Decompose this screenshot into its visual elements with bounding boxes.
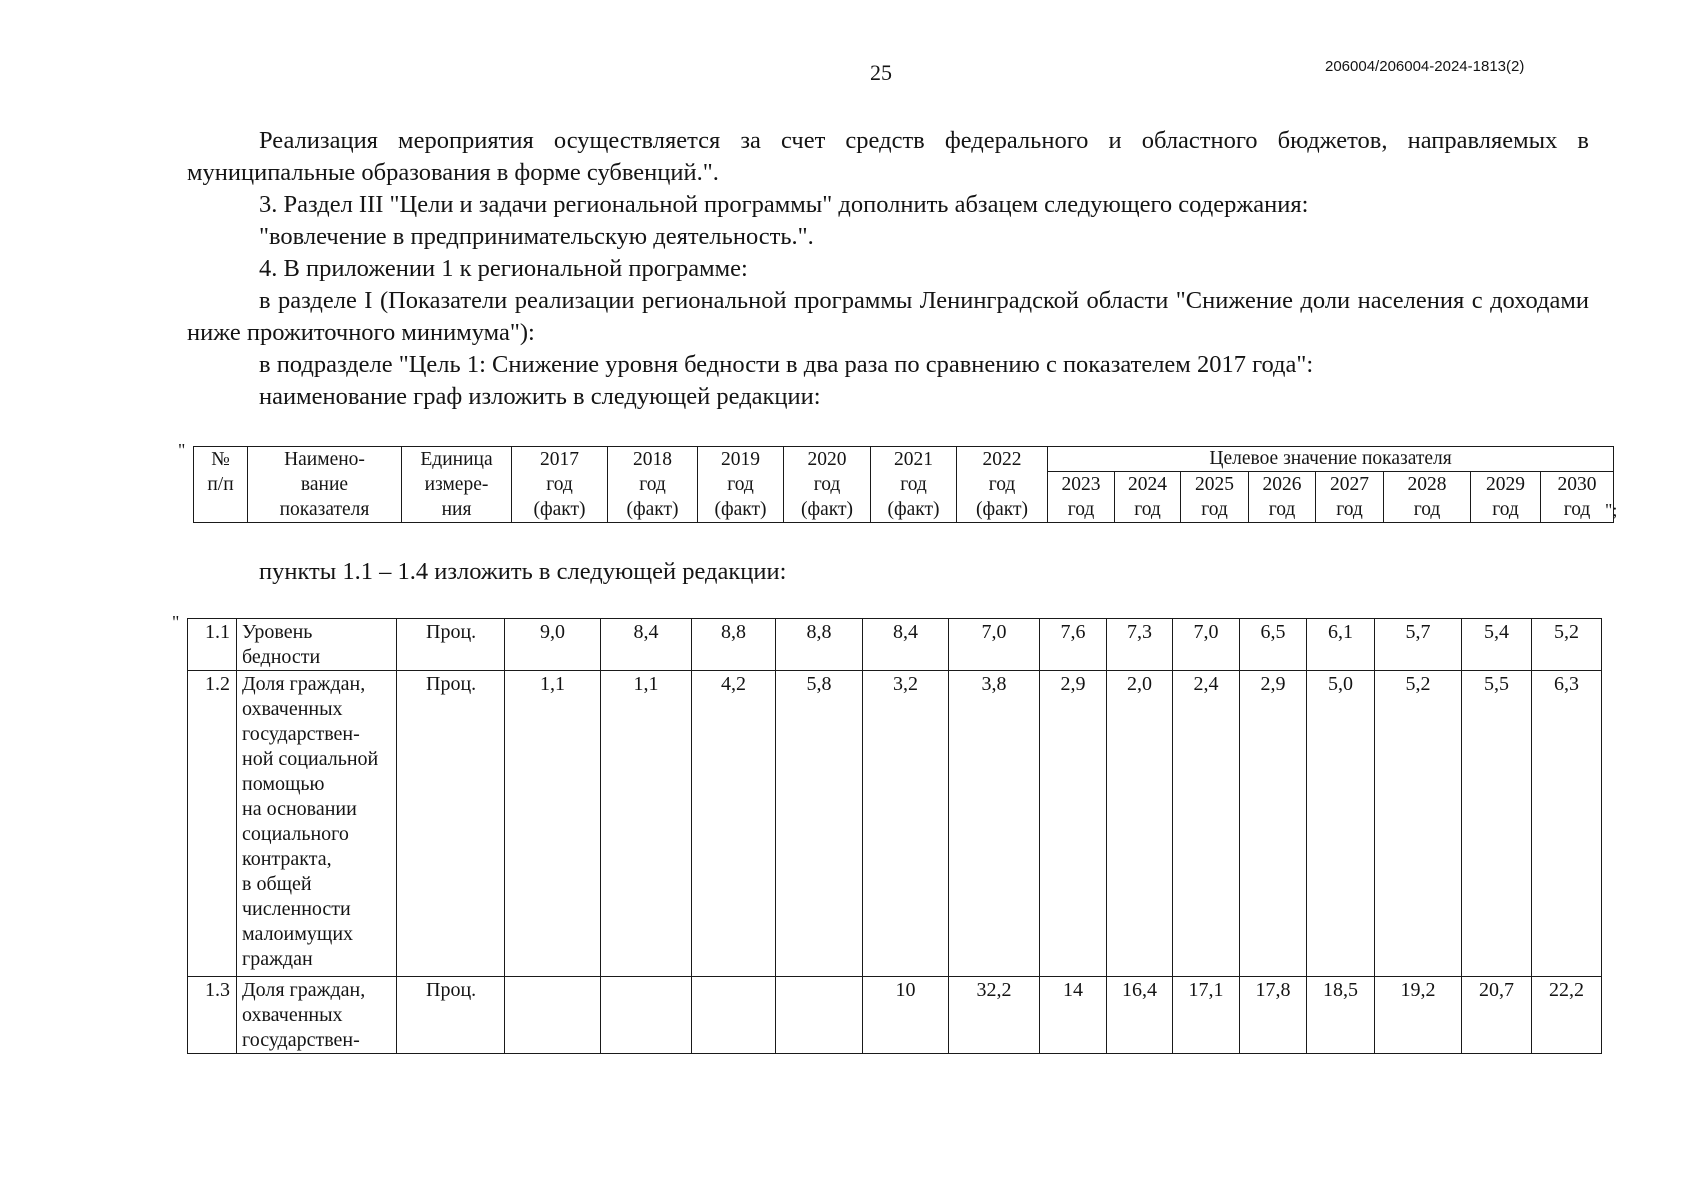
indicator-name-line: охваченных [242,1004,343,1026]
paragraph-appendix-4: 4. В приложении 1 к региональной программе: [259,255,748,282]
value-cell [601,977,692,1054]
indicator-name-line: помощью [242,773,325,795]
value-cell: 16,4 [1107,977,1173,1054]
value-cell: 7,6 [1040,619,1107,671]
indicator-name-line: Доля граждан, [242,979,366,1001]
table-row [188,977,1602,1054]
col-header-2022-fact: 2022 год (факт) [957,447,1048,523]
col-header-2018-fact: 2018 год (факт) [608,447,698,523]
col-header-2019-fact: 2019 год (факт) [698,447,784,523]
indicator-name-line: социального [242,823,349,845]
value-cell: 6,3 [1532,671,1602,977]
paragraph-column-names: наименование граф изложить в следующей редакции: [259,383,821,410]
paragraph-entrepreneurship: "вовлечение в предпринимательскую деятельность.". [259,223,814,250]
body-text-upper [187,125,1589,413]
opening-quote-mark: " [178,440,186,460]
value-cell: 22,2 [1532,977,1602,1054]
value-cell: 5,7 [1375,619,1462,671]
paragraph-section-1: в разделе I (Показатели реализации региональной программы Ленинградской области "Снижение доли населения с доходами ниже прожиточного минимума"): [187,287,1589,346]
value-cell: 14 [1040,977,1107,1054]
value-cell: 8,4 [863,619,949,671]
indicator-name [237,977,397,1054]
value-cell: 5,0 [1307,671,1375,977]
col-header-2029: 2029 год [1471,472,1541,523]
value-cell: 6,5 [1240,619,1307,671]
paragraph-section-3: 3. Раздел III "Цели и задачи региональной программы" дополнить абзацем следующего содержания: [259,191,1309,218]
value-cell: 2,0 [1107,671,1173,977]
col-header-2028: 2028 год [1384,472,1471,523]
col-header-2023: 2023 год [1048,472,1115,523]
value-cell: 6,1 [1307,619,1375,671]
col-header-2020-fact: 2020 год (факт) [784,447,871,523]
value-cell [505,977,601,1054]
indicator-name-line: контракта, [242,848,332,870]
value-cell: 1,1 [601,671,692,977]
paragraph-items-1-1-1-4: пункты 1.1 – 1.4 изложить в следующей редакции: [259,558,787,585]
paragraph-funding: Реализация мероприятия осуществляется за счет средств федерального и областного бюджетов, направляемых в муниципальные образования в форме субвенций.". [187,127,1589,186]
value-cell: 17,8 [1240,977,1307,1054]
value-cell: 3,8 [949,671,1040,977]
col-header-2027: 2027 год [1316,472,1384,523]
indicators-table [187,618,1602,1054]
row-number: 1.2 [188,671,237,977]
indicator-name-line: Доля граждан, [242,673,366,695]
value-cell: 10 [863,977,949,1054]
value-cell: 2,4 [1173,671,1240,977]
value-cell: 5,2 [1375,671,1462,977]
opening-quote-mark: " [172,612,180,632]
indicator-name-line: бедности [242,646,321,668]
indicator-name-line: малоимущих [242,923,354,945]
indicator-name-line: государствен- [242,723,360,745]
value-cell: 5,4 [1462,619,1532,671]
column-names-table [193,446,1614,523]
value-cell: 7,0 [1173,619,1240,671]
indicator-name-line: охваченных [242,698,343,720]
value-cell: 9,0 [505,619,601,671]
col-header-2024: 2024 год [1115,472,1181,523]
value-cell: 8,8 [776,619,863,671]
indicator-name-line: численности [242,898,351,920]
table-row [188,671,1602,977]
indicator-name-line: на основании [242,798,357,820]
value-cell: 7,3 [1107,619,1173,671]
value-cell: 18,5 [1307,977,1375,1054]
value-cell: 5,8 [776,671,863,977]
col-header-2021-fact: 2021 год (факт) [871,447,957,523]
paragraph-goal-1: в подразделе "Цель 1: Снижение уровня бедности в два раза по сравнению с показателем 2017 года": [259,351,1314,378]
indicator-name [237,619,397,671]
indicator-name-line: граждан [242,948,313,970]
value-cell: 19,2 [1375,977,1462,1054]
indicator-name [237,671,397,977]
value-cell: 5,2 [1532,619,1602,671]
value-cell: 32,2 [949,977,1040,1054]
unit-cell: Проц. [397,977,505,1054]
document-number: 206004/206004-2024-1813(2) [1325,58,1525,75]
col-header-2017-fact: 2017 год (факт) [512,447,608,523]
page-number: 25 [870,60,892,85]
col-header-indicator-name: Наимено- вание показателя [248,447,402,523]
row-number: 1.1 [188,619,237,671]
value-cell: 7,0 [949,619,1040,671]
value-cell: 8,4 [601,619,692,671]
value-cell: 20,7 [1462,977,1532,1054]
col-header-2030: 2030 год [1541,472,1614,523]
value-cell: 1,1 [505,671,601,977]
unit-cell: Проц. [397,671,505,977]
indicator-name-line: государствен- [242,1029,360,1051]
col-header-2026: 2026 год [1249,472,1316,523]
row-number: 1.3 [188,977,237,1054]
value-cell: 2,9 [1040,671,1107,977]
value-cell [692,977,776,1054]
col-header-target-value: Целевое значение показателя [1048,447,1614,472]
value-cell: 5,5 [1462,671,1532,977]
col-header-number: № п/п [194,447,248,523]
table-row [188,619,1602,671]
indicator-name-line: Уровень [242,621,313,643]
value-cell [776,977,863,1054]
value-cell: 2,9 [1240,671,1307,977]
col-header-2025: 2025 год [1181,472,1249,523]
value-cell: 8,8 [692,619,776,671]
value-cell: 4,2 [692,671,776,977]
value-cell: 3,2 [863,671,949,977]
body-text-lower [187,556,1589,588]
indicator-name-line: в общей [242,873,312,895]
closing-quote-mark: "; [1605,500,1618,520]
col-header-unit: Единица измере- ния [402,447,512,523]
indicator-name-line: ной социальной [242,748,379,770]
value-cell: 17,1 [1173,977,1240,1054]
unit-cell: Проц. [397,619,505,671]
